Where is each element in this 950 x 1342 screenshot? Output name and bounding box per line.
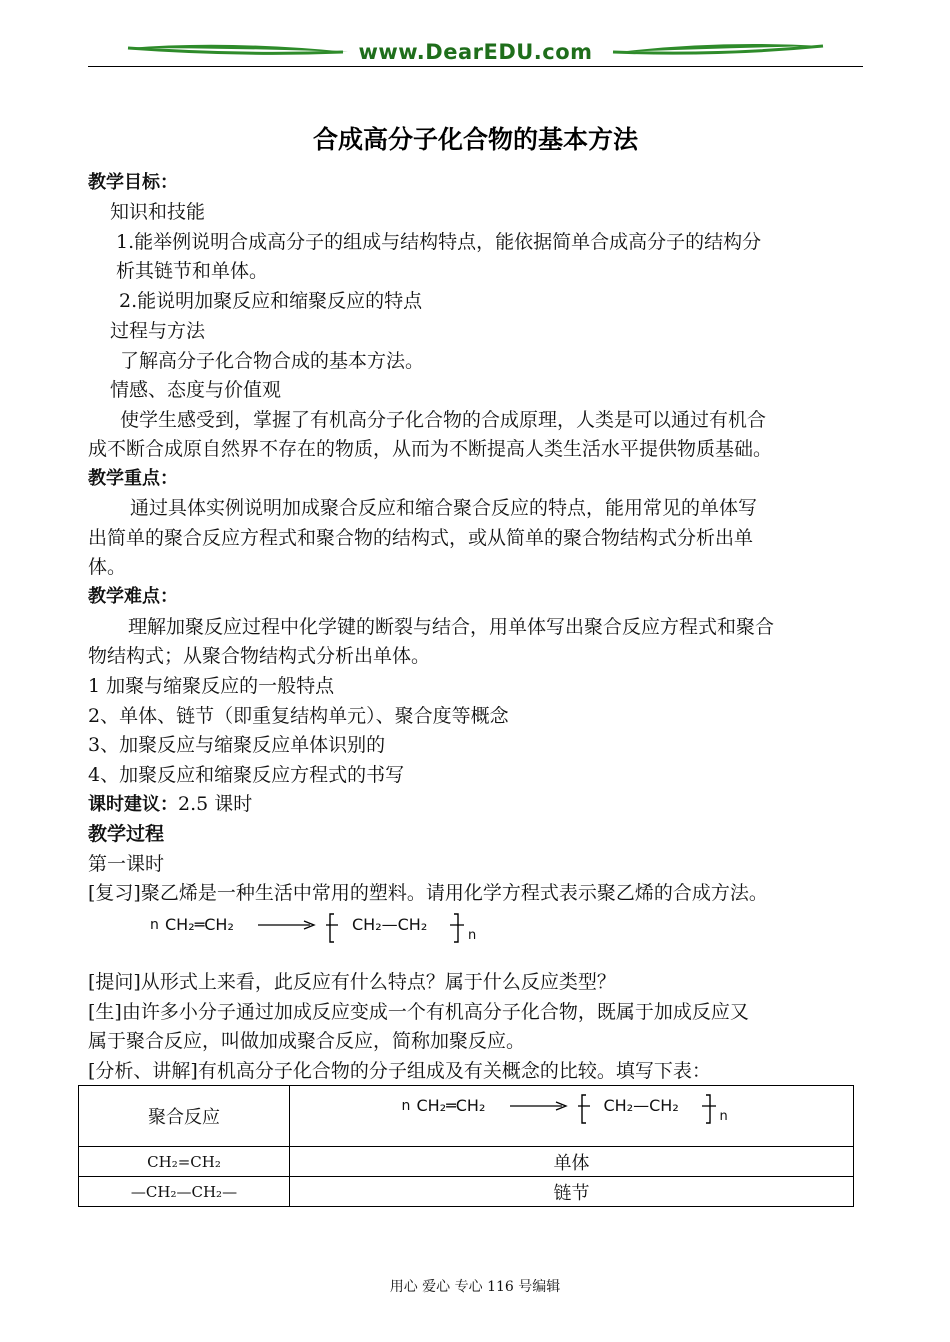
answer-text-b: 属于聚合反应，叫做加成聚合反应，简称加聚反应。 (88, 1030, 526, 1052)
table-equation-repeat-unit: CH₂—CH₂ (603, 1096, 679, 1115)
difficulties-text-a: 理解加聚反应过程中化学键的断裂与结合，用单体写出聚合反应方程式和聚合 (128, 616, 775, 638)
difficulty-item-4: 4、加聚反应和缩聚反应方程式的书写 (88, 764, 405, 786)
objectives-heading: 教学目标： (88, 172, 178, 193)
knowledge-item-1a: 1.能举例说明合成高分子的组成与结构特点，能依据简单合成高分子的结构分 (116, 231, 762, 253)
table-reaction-arrow-icon (510, 1099, 570, 1113)
review-text: [复习]聚乙烯是一种生活中常用的塑料。请用化学方程式表示聚乙烯的合成方法。 (88, 882, 768, 904)
header-divider (88, 66, 863, 67)
equation-monomer: CH₂═CH₂ (165, 915, 234, 934)
polymerization-equation (150, 912, 490, 946)
comparison-table (78, 1085, 854, 1207)
page-title: 合成高分子化合物的基本方法 (312, 125, 638, 154)
table-row (79, 1177, 854, 1207)
difficulty-item-1: 1 加聚与缩聚反应的一般特点 (88, 675, 335, 697)
knowledge-item-2: 2.能说明加聚反应和缩聚反应的特点 (119, 290, 423, 312)
table-equation (402, 1093, 742, 1127)
table-equation-coefficient: n (401, 1098, 411, 1114)
equation-subscript: n (468, 928, 477, 943)
table-cell-repeat-formula: —CH₂—CH₂— (79, 1177, 290, 1207)
table-cell-equation (290, 1086, 854, 1147)
hours-row (88, 793, 252, 816)
answer-text-a: [生]由许多小分子通过加成反应变成一个有机高分子化合物，既属于加成反应又 (88, 1001, 749, 1023)
emotion-text-a: 使学生感受到，掌握了有机高分子化合物的合成原理，人类是可以通过有机合 (120, 409, 767, 431)
knowledge-heading: 知识和技能 (110, 201, 206, 223)
process-section-heading: 教学过程 (88, 823, 165, 845)
equation-coefficient: n (150, 917, 159, 933)
table-cell-monomer-term: 单体 (290, 1147, 854, 1177)
process-text: 了解高分子化合物合成的基本方法。 (120, 350, 425, 372)
reaction-arrow-icon (258, 918, 318, 932)
keypoints-text-b: 出简单的聚合反应方程式和聚合物的结构式，或从简单的聚合物结构式分析出单 (88, 527, 754, 549)
keypoints-heading: 教学重点： (88, 468, 178, 489)
process-heading: 过程与方法 (110, 320, 206, 342)
emotion-text-b: 成不断合成原自然界不存在的物质，从而为不断提高人类生活水平提供物质基础。 (88, 438, 773, 460)
knowledge-item-1b: 析其链节和单体。 (116, 260, 269, 282)
difficulty-item-2: 2、单体、链节（即重复结构单元）、聚合度等概念 (88, 705, 509, 727)
page-footer: 用心 爱心 专心 116 号编辑 (389, 1279, 561, 1295)
difficulties-heading: 教学难点： (88, 586, 178, 607)
question-text: [提问]从形式上来看，此反应有什么特点？属于什么反应类型？ (88, 971, 616, 993)
table-cell-repeat-term: 链节 (290, 1177, 854, 1207)
site-logo-text: www.DearEDU.com (358, 40, 593, 64)
equation-repeat-unit: CH₂—CH₂ (352, 915, 428, 934)
analysis-text: [分析、讲解]有机高分子化合物的分子组成及有关概念的比较。填写下表： (88, 1060, 711, 1082)
table-row (79, 1147, 854, 1177)
table-cell-reaction-label: 聚合反应 (79, 1086, 290, 1147)
difficulties-text-b: 物结构式；从聚合物结构式分析出单体。 (88, 645, 431, 667)
hours-value: 2.5 课时 (178, 793, 253, 815)
emotion-heading: 情感、态度与价值观 (110, 379, 282, 401)
keypoints-text-c: 体。 (88, 556, 127, 578)
lesson-label: 第一课时 (88, 853, 165, 875)
table-equation-subscript: n (719, 1109, 728, 1124)
table-equation-monomer: CH₂═CH₂ (416, 1096, 486, 1115)
table-cell-monomer-formula: CH₂=CH₂ (79, 1147, 290, 1177)
hours-label: 课时建议： (88, 794, 178, 815)
keypoints-text-a: 通过具体实例说明加成聚合反应和缩合聚合反应的特点，能用常见的单体写 (130, 497, 758, 519)
difficulty-item-3: 3、加聚反应与缩聚反应单体识别的 (88, 734, 386, 756)
table-row (79, 1086, 854, 1147)
